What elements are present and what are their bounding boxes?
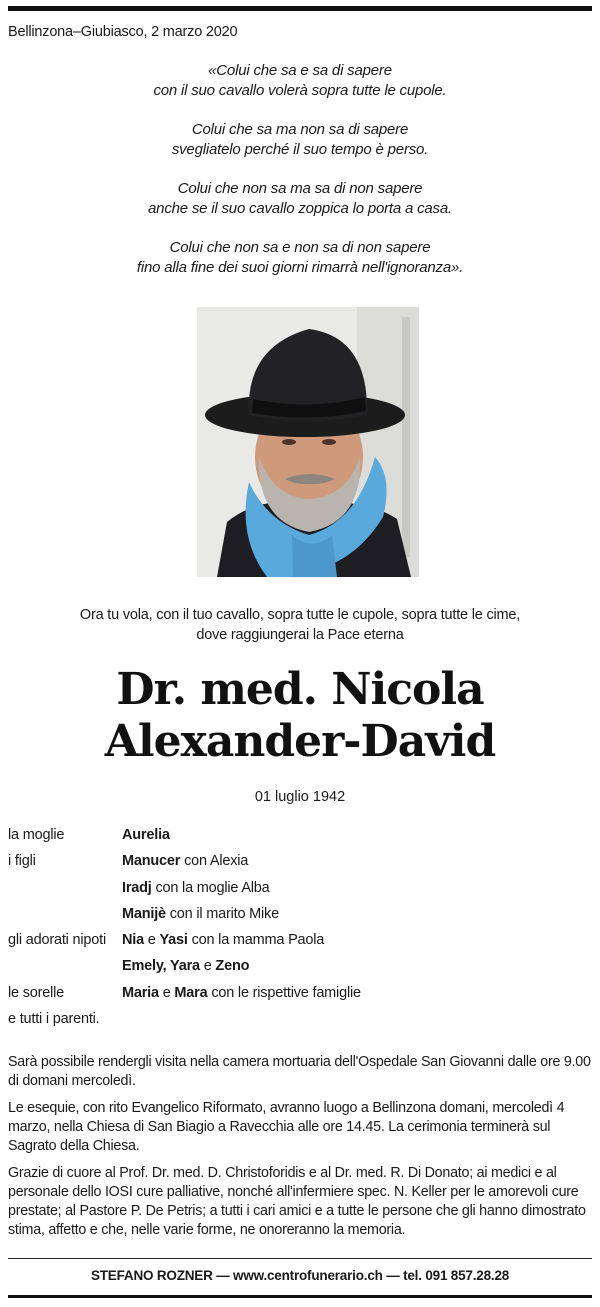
family-names [122,931,592,949]
family-row [8,957,592,983]
poem-stanza [0,120,600,160]
poem-line: Colui che sa ma non sa di sapere [191,121,409,138]
poem-line: Colui che non sa ma sa di non sapere [177,180,423,197]
family-row [8,984,592,1010]
family-member-detail: con la mamma Paola [187,932,325,949]
farewell-line: Ora tu vola, con il tuo cavallo, sopra tutte le cupole, sopra tutte le cime, [79,607,521,623]
bottom-rule [8,1258,592,1259]
farewell-message [0,605,600,645]
footer-contact: STEFANO ROZNER — www.centrofunerario.ch — tel. 091 857.28.28 [90,1268,510,1283]
family-relation: e tutti i parenti. [8,1011,100,1028]
family-member-detail: con le rispettive famiglie [207,984,361,1001]
family-member-detail: e [158,984,175,1001]
notice-text [8,1053,592,1248]
family-names [122,984,592,1002]
family-member-name: Nia [122,932,144,949]
family-member-name: Yasi [159,932,188,949]
birth-date: 01 luglio 1942 [254,789,346,805]
family-row [8,852,592,878]
family-member-name: Manijè [122,905,166,922]
family-relation: gli adorati nipoti [8,932,106,949]
family-row [8,826,592,852]
family-member-name: Maria [122,984,159,1001]
family-member-name: Zeno [215,958,250,975]
portrait-photo [197,307,419,577]
family-row [8,931,592,957]
family-relation: le sorelle [8,984,65,1001]
family-member-name: Manucer [122,853,181,870]
notice-paragraph: Le esequie, con rito Evangelico Riformato, avranno luogo a Bellinzona domani, mercoledì 4 marzo, nella Chiesa di San Biagio a Ravecchia alle ore 14.45. La cerimonia terminerà sul Sagrato della Chiesa. [8,1100,565,1154]
footer-rule [8,1295,592,1298]
family-list [8,826,592,1036]
family-member-detail: con Alexia [180,853,249,870]
poem-line: con il suo cavallo volerà sopra tutte le cupole. [153,82,447,99]
family-relation: la moglie [8,827,65,843]
family-names [122,852,592,870]
poem-stanza [0,179,600,219]
family-member-name: Emely, Yara [122,958,200,975]
poem-line: fino alla fine dei suoi giorni rimarrà nell'ignoranza». [136,259,464,276]
family-row [8,905,592,931]
portrait-illustration [197,307,419,577]
family-member-detail: e [143,932,160,949]
family-member-name: Iradj [122,879,152,896]
family-row [8,1010,592,1036]
family-member-detail: con la moglie Alba [151,879,270,896]
deceased-name-line: Dr. med. Nicola [116,664,484,715]
family-names [122,905,592,923]
family-member-name: Mara [174,984,208,1001]
poem-line: anche se il suo cavallo zoppica lo porta a casa. [148,200,452,217]
family-names [122,826,592,844]
place-date: Bellinzona–Giubiasco, 2 marzo 2020 [8,24,238,40]
family-row [8,879,592,905]
poem-line: Colui che non sa e non sa di non sapere [169,239,431,256]
poem-line: svegliatelo perché il suo tempo è perso. [171,141,429,158]
family-names [122,879,592,897]
notice-paragraph: Grazie di cuore al Prof. Dr. med. D. Christoforidis e al Dr. med. R. Di Donato; ai medici e al personale dello IOSI cure palliative, nonché all'infermiere spec. N. Keller per le amorevoli cure prestate; al Pastore P. De Petris; a tutti i cari amici e a tutte le persone che gli hanno dimostrato stima, affetto e che, nelle varie forme, ne onoreranno la memoria. [8,1165,586,1238]
poem-stanza [0,238,600,278]
family-member-detail: e [199,958,216,975]
family-member-name: Aurelia [122,827,170,843]
family-names [122,957,592,975]
family-member-detail: con il marito Mike [165,905,279,922]
poem [0,61,600,297]
top-rule [8,6,592,11]
family-relation: i figli [8,853,36,870]
notice-paragraph: Sarà possibile rendergli visita nella camera mortuaria dell'Ospedale San Giovanni dalle ore 9.00 di domani mercoledì. [8,1054,591,1089]
deceased-name [0,664,600,768]
deceased-name-line: Alexander-David [104,716,496,767]
farewell-line: dove raggiungerai la Pace eterna [196,627,404,643]
poem-line: «Colui che sa e sa di sapere [208,62,392,79]
poem-stanza [0,61,600,101]
